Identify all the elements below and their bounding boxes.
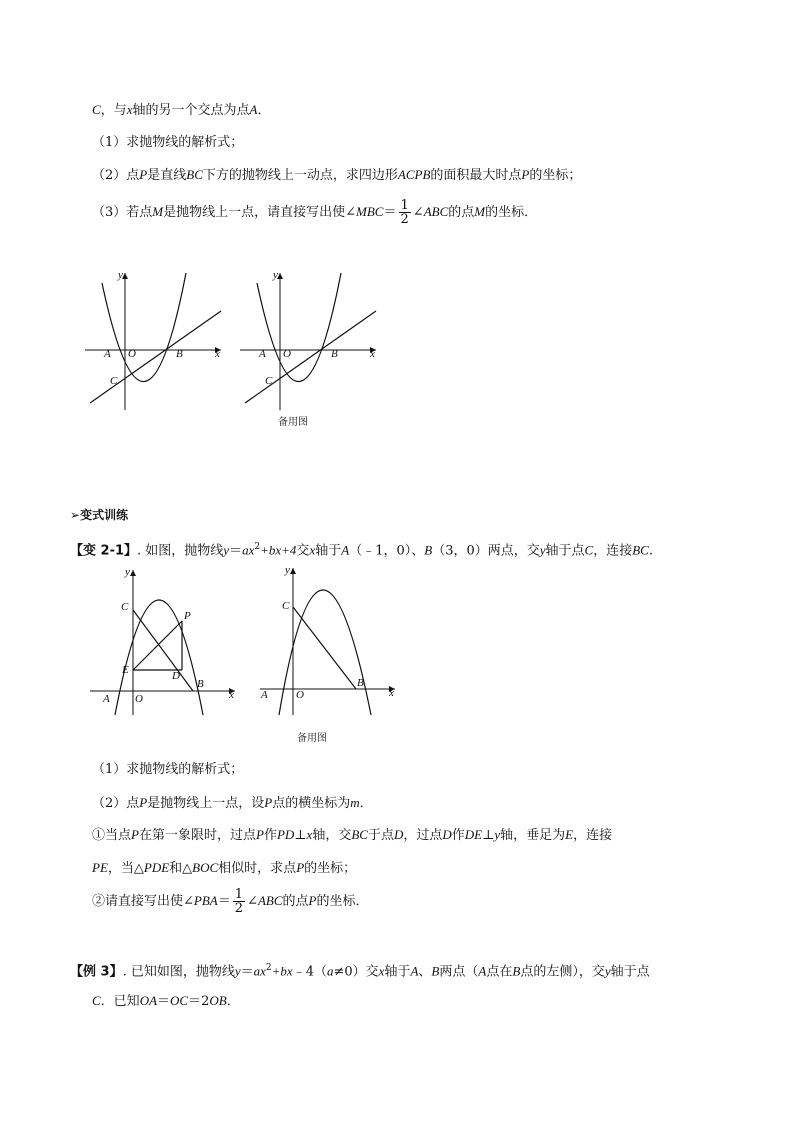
fig4-label-x: x xyxy=(389,687,394,699)
arrow-icon: ➢ xyxy=(70,508,81,522)
fraction-one-half: $\frac{1}{2}$ xyxy=(234,887,244,916)
fig1-label-x: x xyxy=(215,348,220,360)
fig4-label-A: A xyxy=(261,689,268,701)
figure-parabola-3 xyxy=(85,565,245,720)
fraction-one-half: $\frac{1}{2}$ xyxy=(400,198,409,227)
fig4-caption: 备用图 xyxy=(297,733,327,744)
variant-question-1: （1）求抛物线的解析式； xyxy=(92,762,244,777)
fig2-label-O: O xyxy=(283,348,291,360)
fig4-label-B: B xyxy=(357,677,364,689)
variant-subquestion-1-line1: ①当点P在第一象限时，过点P作PD⊥x轴，交BC于点D，过点D作DE⊥y轴，垂足为E，连接 xyxy=(92,827,613,843)
question-1: （1）求抛物线的解析式； xyxy=(92,135,244,150)
fig3-label-E: E xyxy=(122,664,129,676)
fig1-label-y: y xyxy=(118,269,123,281)
example-3-line2: C．已知OA＝OC＝2OB． xyxy=(92,993,240,1009)
fig3-label-C: C xyxy=(121,601,129,613)
fig3-label-D: D xyxy=(172,670,180,682)
fig3-label-P: P xyxy=(184,610,191,622)
variant-question-2: （2）点P是抛物线上一点，设P点的横坐标为m． xyxy=(92,795,373,811)
fig3-label-B: B xyxy=(197,678,204,690)
figure-parabola-1 xyxy=(85,265,235,415)
fig3-label-y: y xyxy=(125,566,130,578)
figure-parabola-2 xyxy=(240,265,390,430)
variant-subquestion-1-line2: PE，当△PDE和△BOC相似时，求点P的坐标； xyxy=(92,860,357,876)
fig3-label-A: A xyxy=(103,693,110,705)
figure-parabola-4 xyxy=(255,565,415,745)
variant-subquestion-2: ②请直接写出使∠PBA＝ $\frac{1}{2}$ ∠ABC的点P的坐标． xyxy=(92,887,369,916)
question-2: （2）点P是直线BC下方的抛物线上一动点，求四边形ACPB的面积最大时点P的坐标； xyxy=(92,167,582,183)
problem-continuation-line: C，与x轴的另一个交点为点A． xyxy=(92,102,271,118)
fig4-label-O: O xyxy=(296,689,304,701)
variant-2-1-statement: 【变 2-1】. 如图，抛物线$y=ax^2+bx+4$交x轴于A（﹣1，0）、B（3，0）两点，交y轴于点C，连接BC. xyxy=(70,542,653,559)
example-3-statement: 【例 3】. 已知如图，抛物线$y=ax^2+bx﹣4(a\ne 0)$交x轴于A、B两点（A点在B点的左侧），交y轴于点 xyxy=(70,963,650,980)
fig1-label-O: O xyxy=(128,348,136,360)
fig3-label-x: x xyxy=(229,689,234,701)
fig4-label-C: C xyxy=(282,600,290,612)
fig1-label-B: B xyxy=(176,348,183,360)
fig1-label-A: A xyxy=(104,348,111,360)
fig2-label-x: x xyxy=(370,348,375,360)
fig2-label-B: B xyxy=(331,348,338,360)
fig4-label-y: y xyxy=(285,564,290,576)
fig2-label-C: C xyxy=(265,375,273,387)
fig3-label-O: O xyxy=(135,693,143,705)
fig2-label-y: y xyxy=(273,269,278,281)
fig2-caption: 备用图 xyxy=(278,417,308,428)
fig2-label-A: A xyxy=(259,348,266,360)
section-heading: ➢变式训练 xyxy=(70,508,129,522)
fig1-label-C: C xyxy=(110,375,118,387)
question-3: （3）若点M是抛物线上一点，请直接写出使∠MBC＝ $\frac{1}{2}$ ∠ABC的点M的坐标． xyxy=(92,198,538,227)
